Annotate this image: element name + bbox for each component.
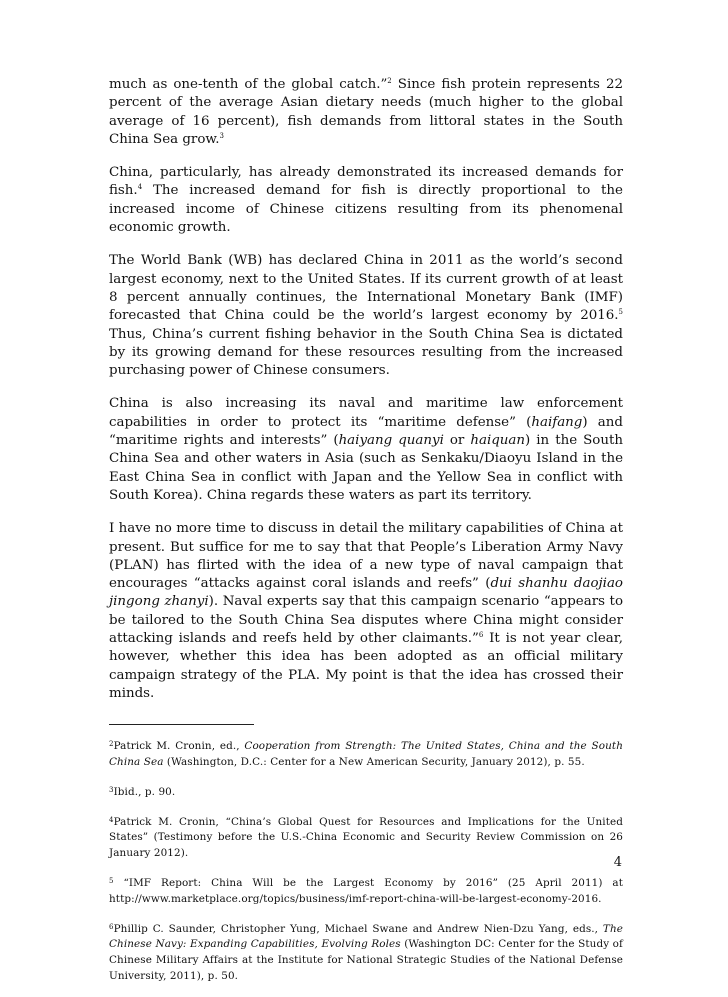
page-content <box>109 76 623 997</box>
text-run: China is also increasing its naval and maritime law enforcement capabilities in order to protect its “maritime defense” ( <box>109 396 623 430</box>
text-run: or <box>443 433 471 449</box>
text-run: Thus, China’s current fishing behavior in the South China Sea is dictated by its growing demand for these resources resulting from the increased purchasing power of Chinese consumers. <box>109 326 623 379</box>
text-run: (Washington, D.C.: Center for a New American Security, January 2012), p. 55. <box>163 756 585 768</box>
footnote-number: 5 <box>109 876 114 885</box>
footnote-number: 2 <box>109 740 114 749</box>
text-run: “IMF Report: China Will be the Largest Economy by 2016” (25 April 2011) at http://www.marketplace.org/topics/business/imf-report-china-will-be-largest-economy-2016. <box>109 876 623 905</box>
text-run: China, particularly, has already demonstrated its increased demands for fish. <box>109 165 623 199</box>
text-run: It is not year clear, however, whether this idea has been adopted as an official military campaign strategy of the PLA. My point is that the idea has crossed their minds. <box>109 631 623 701</box>
text-run: ) and “maritime rights and interests” ( <box>109 414 623 449</box>
text-run: ) in the South China Sea and other waters in Asia (such as Senkaku/Diaoyu Island in the East China Sea in conflict with Japan and the Yellow Sea in conflict with South Korea). China regards these waters as part its territory. <box>109 433 623 503</box>
footnote <box>109 920 623 985</box>
text-run: ). Naval experts say that this campaign scenario “appears to be tailored to the South China Sea disputes where China might consider attacking islands and reefs held by other claimants.” <box>109 594 624 647</box>
footnote <box>109 874 623 908</box>
italic-run: haiyang quanyi <box>338 433 444 449</box>
page-number: 4 <box>613 855 622 870</box>
footnote-number: 4 <box>109 815 114 824</box>
italic-run: dui shanhu daojiao jingong zhanyi <box>109 576 623 610</box>
paragraph <box>109 252 623 380</box>
text-run: much as one-tenth of the global catch.” <box>109 77 388 92</box>
italic-run: Cooperation from Strength: The United States, China and the South China Sea <box>109 740 623 768</box>
text-run: Phillip C. Saunder, Christopher Yung, Michael Swane and Andrew Nien-Dzu Yang, eds., <box>113 922 603 935</box>
text-run: (Washington DC: Center for the Study of Chinese Military Affairs at the Institute for National Strategic Studies of the National Defense University, 2011), p. 50. <box>109 938 623 982</box>
footnote-separator <box>109 724 254 725</box>
footnote-number: 3 <box>109 785 114 794</box>
paragraph <box>109 76 623 149</box>
footnote-ref: 5 <box>618 308 623 317</box>
footnote <box>109 783 623 801</box>
paragraph <box>109 395 623 505</box>
text-run: Ibid., p. 90. <box>113 785 176 798</box>
body-text <box>109 76 623 703</box>
text-run: Patrick M. Cronin, ed., <box>113 740 245 753</box>
text-run: The World Bank (WB) has declared China in 2011 as the world’s second largest economy, next to the United States. If its current growth of at least 8 percent annually continues, the International Monetary Bank (IMF) forecasted that China could be the world’s largest economy by 2016. <box>109 253 623 324</box>
footnote-ref: 6 <box>478 631 484 640</box>
footnote-ref: 4 <box>137 183 143 192</box>
text-run: Patrick M. Cronin, “China’s Global Quest for Resources and Implications for the United States” (Testimony before the U.S.-China Economic and Security Review Commission on 26 January 2012). <box>109 815 623 860</box>
footnote-number: 6 <box>109 922 114 931</box>
italic-run: haiquan <box>470 433 526 449</box>
footnote <box>109 737 623 771</box>
text-run: The increased demand for fish is directly proportional to the increased income of Chinese citizens resulting from its phenomenal economic growth. <box>109 183 623 236</box>
footnotes <box>109 737 623 985</box>
text-run: I have no more time to discuss in detail the military capabilities of China at present. But suffice for me to say that that People’s Liberation Army Navy (PLAN) has flirted with the idea of a new type of naval campaign that encourages “attacks against coral islands and reefs” ( <box>109 521 623 592</box>
paragraph <box>109 164 623 237</box>
footnote-ref: 2 <box>387 77 392 85</box>
italic-run: The Chinese Navy: Expanding Capabilities, Evolving Roles <box>109 922 623 951</box>
italic-run: haifang <box>531 414 583 430</box>
paragraph <box>109 520 623 703</box>
footnote-ref: 3 <box>219 131 224 140</box>
footnote <box>109 813 623 862</box>
text-run: Since fish protein represents 22 percent of the average Asian dietary needs (much higher to the global average of 16 percent), fish demands from littoral states in the South China Sea grow. <box>109 77 623 147</box>
